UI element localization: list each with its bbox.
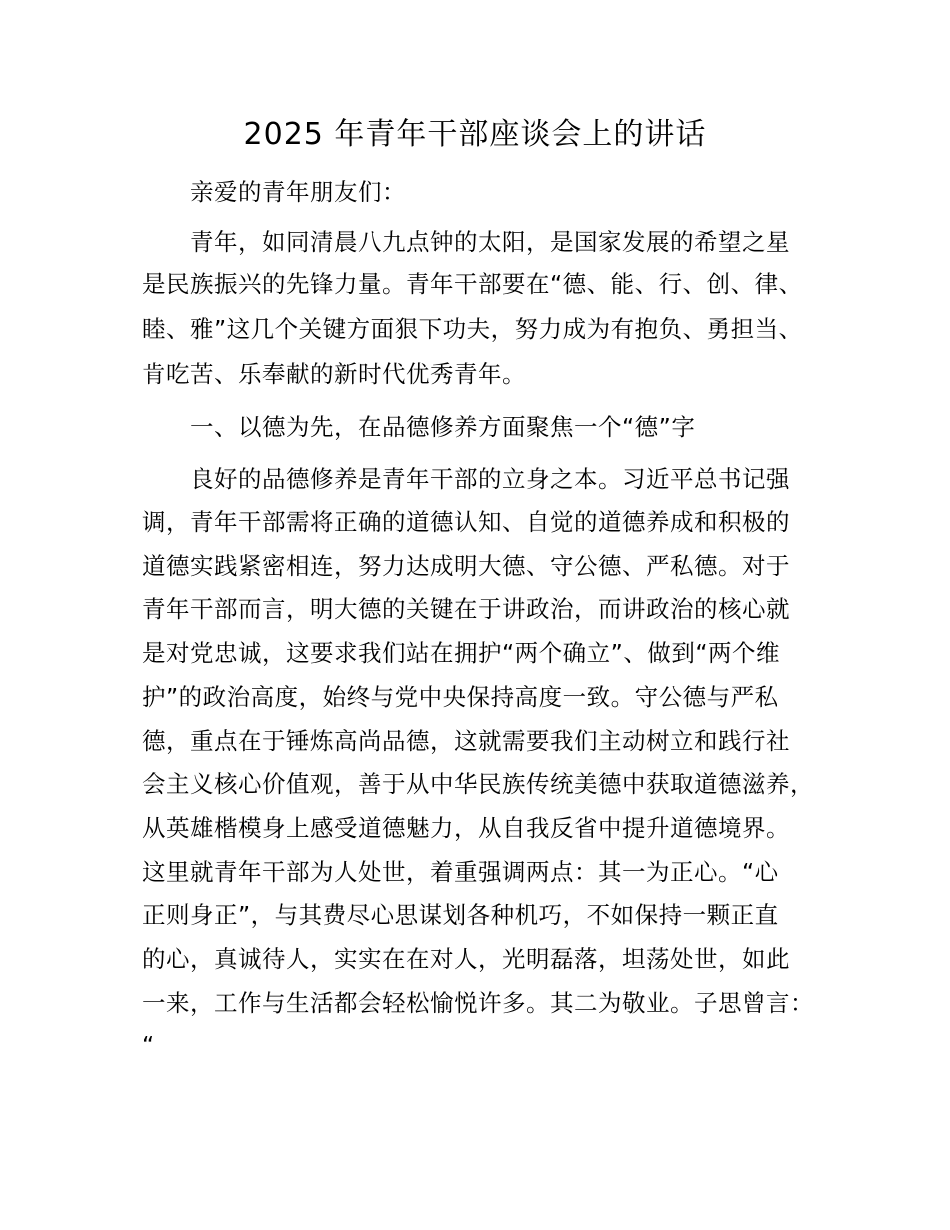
paragraph-line: 调，青年干部需将正确的道德认知、自觉的道德养成和积极的 xyxy=(142,508,790,536)
paragraph-line: 道德实践紧密相连，努力达成明大德、守公德、严私德。对于 xyxy=(142,552,790,580)
paragraph-line: 德，重点在于锤炼高尚品德，这就需要我们主动树立和践行社 xyxy=(142,727,790,755)
paragraph-line: 睦、雅”这几个关键方面狠下功夫，努力成为有抱负、勇担当、 xyxy=(142,315,803,343)
paragraph-line: 这里就青年干部为人处世，着重强调两点：其一为正心。“心 xyxy=(142,858,779,886)
page-title: 2025 年青年干部座谈会上的讲话 xyxy=(243,117,707,152)
paragraph-line: 从英雄楷模身上感受道德魅力，从自我反省中提升道德境界。 xyxy=(142,814,790,842)
paragraph-line: 的心，真诚待人，实实在在对人，光明磊落，坦荡处世，如此 xyxy=(142,945,790,973)
section-heading: 一、以德为先，在品德修养方面聚焦一个“德”字 xyxy=(190,413,696,441)
paragraph-line: 正则身正”，与其费尽心思谋划各种机巧，不如保持一颗正直 xyxy=(142,901,779,929)
paragraph-line: 护”的政治高度，始终与党中央保持高度一致。守公德与严私 xyxy=(142,683,779,711)
paragraph-line: 会主义核心价值观，善于从中华民族传统美德中获取道德滋养， xyxy=(142,770,814,798)
paragraph-line: “ xyxy=(142,1031,155,1059)
paragraph-line: 青年，如同清晨八九点钟的太阳，是国家发展的希望之星 xyxy=(190,228,790,256)
paragraph-line: 是民族振兴的先锋力量。青年干部要在“德、能、行、创、律、 xyxy=(142,270,803,298)
paragraph-line: 是对党忠诚，这要求我们站在拥护“两个确立”、做到“两个维 xyxy=(142,639,781,667)
paragraph-line: 一来，工作与生活都会轻松愉悦许多。其二为敬业。子思曾言： xyxy=(142,989,814,1017)
paragraph-line: 良好的品德修养是青年干部的立身之本。习近平总书记强 xyxy=(190,465,790,493)
salutation: 亲爱的青年朋友们： xyxy=(190,178,406,206)
paragraph-line: 青年干部而言，明大德的关键在于讲政治，而讲政治的核心就 xyxy=(142,595,790,623)
paragraph-line: 肯吃苦、乐奉献的新时代优秀青年。 xyxy=(142,360,526,388)
